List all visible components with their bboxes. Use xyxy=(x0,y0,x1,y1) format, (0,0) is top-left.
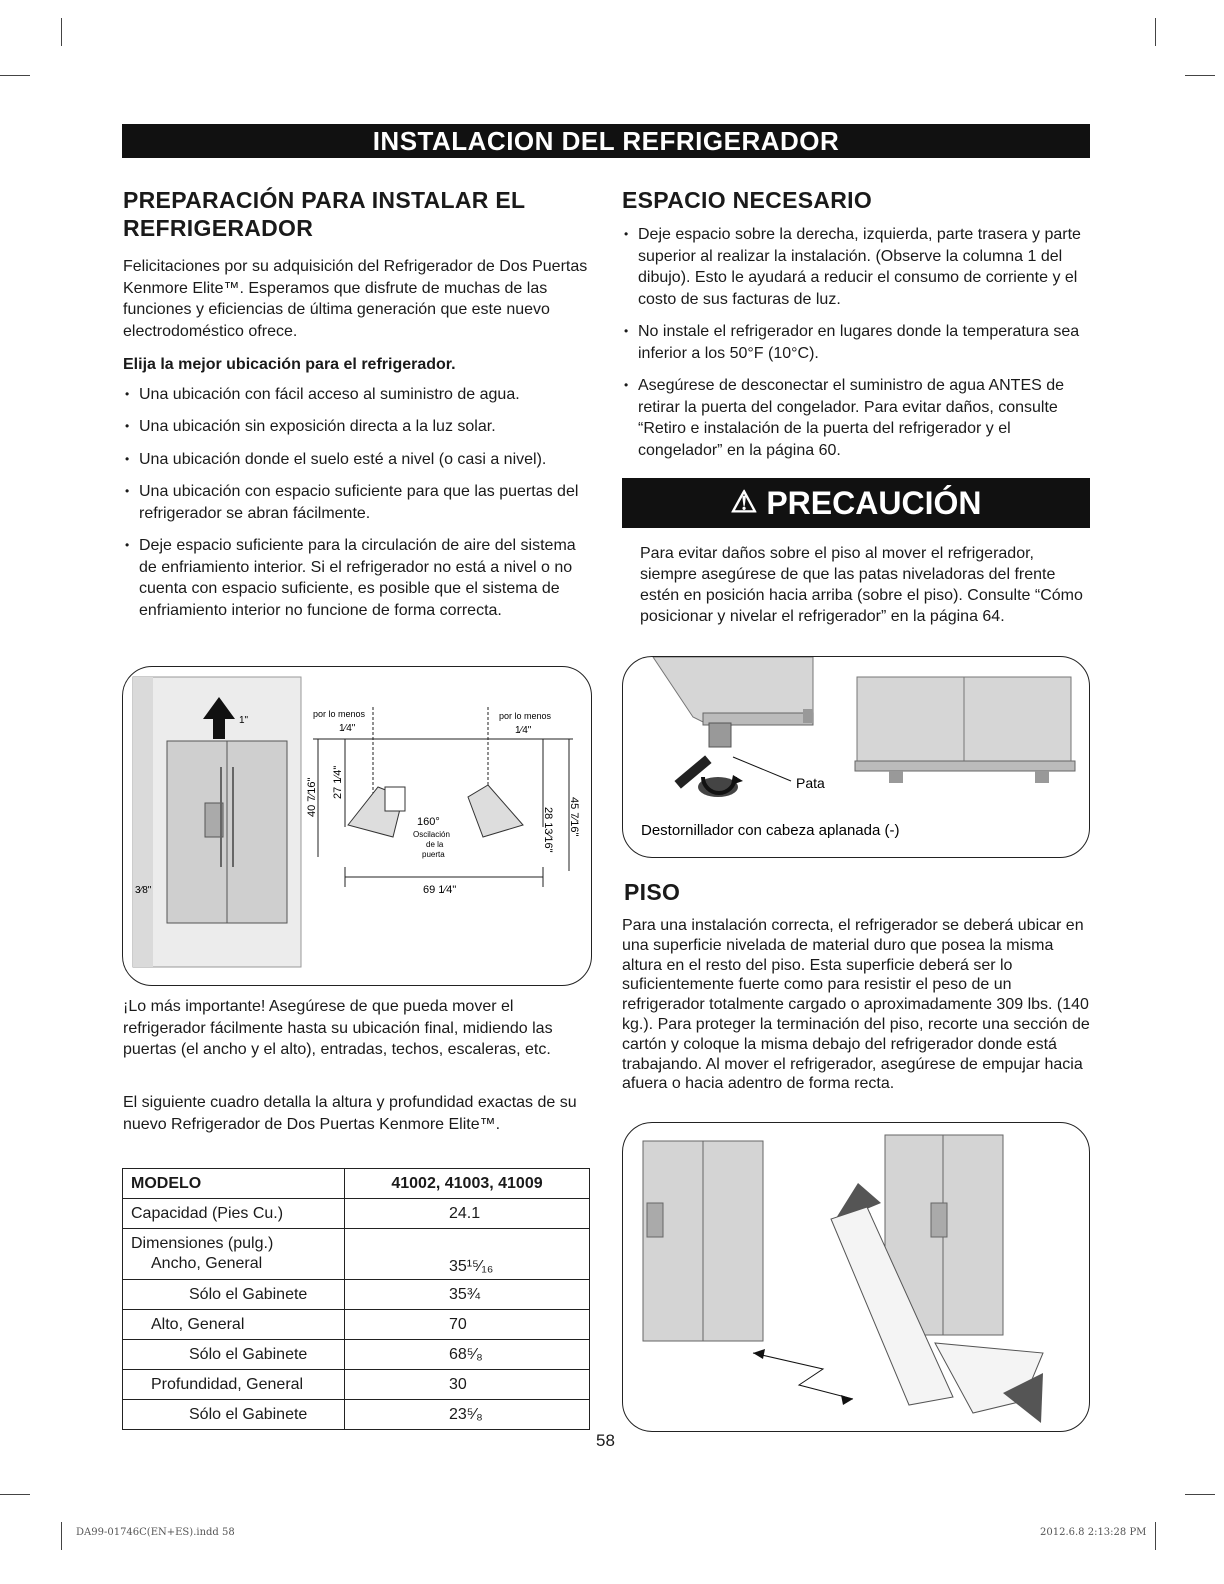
section-banner: INSTALACION DEL REFRIGERADOR xyxy=(122,124,1090,158)
table-row xyxy=(123,1310,590,1340)
table-cell: 24.1 xyxy=(345,1199,590,1229)
list-item: • Una ubicación donde el suelo esté a nivel (o casi a nivel). xyxy=(123,449,593,471)
footer-timestamp: 2012.6.8 2:13:28 PM xyxy=(1040,1527,1147,1538)
top-clearance-label: 1" xyxy=(239,715,249,726)
table-header-cell: MODELO xyxy=(123,1169,345,1199)
width-dim-label: 69 1⁄4" xyxy=(423,884,457,896)
caution-banner xyxy=(622,478,1090,528)
table-cell: Sólo el Gabinete xyxy=(123,1400,345,1430)
clearance-figure xyxy=(122,666,592,986)
table-row xyxy=(123,1280,590,1310)
dim-27-label: 27 1⁄4" xyxy=(332,765,344,799)
table-cell: Capacidad (Pies Cu.) xyxy=(123,1199,345,1229)
angle-label-2: de la xyxy=(426,840,444,849)
table-row xyxy=(123,1340,590,1370)
leveling-leg-diagram xyxy=(623,657,1089,857)
leveling-leg-figure xyxy=(622,656,1090,858)
table-intro-paragraph: El siguiente cuadro detalla la altura y profundidad exactas de su nuevo Refrigerador de Dos Puertas Kenmore Elite™. xyxy=(123,1094,577,1133)
width-general-label: Ancho, General xyxy=(151,1255,263,1272)
dimensions-label: Dimensiones (pulg.) xyxy=(131,1235,274,1252)
floor-paragraph: Para una instalación correcta, el refrigerador se deberá ubicar en una superficie nivelada de material duro que posea la misma altura en el resto del piso. Esta superficie deberá ser lo suficientemente fuerte como para resistir el peso de un refrigerador totalmente cargado o aproximadamente 309 lbs. (140 kg.). Para proteger la terminación del piso, recorte una sección de cartón y coloque la misma debajo del refrigerador donde está trabajando. Al mover el refrigerador, asegúrese de empujar hacia afuera o hacia adentro de forma recta. xyxy=(622,917,1090,1093)
moving-figure xyxy=(622,1122,1090,1432)
leg-label: Pata xyxy=(796,775,825,791)
table-row xyxy=(123,1370,590,1400)
min-left-label: por lo menos xyxy=(313,709,366,719)
list-item: • Una ubicación con fácil acceso al suministro de agua. xyxy=(123,384,593,406)
table-header-row xyxy=(123,1169,590,1199)
table-cell xyxy=(123,1229,345,1280)
side-clearance-label: 3⁄8" xyxy=(135,885,152,896)
prep-heading: PREPARACIÓN PARA INSTALAR EL REFRIGERADOR xyxy=(123,187,525,241)
right-column xyxy=(622,186,1090,472)
footer-file: DA99-01746C(EN+ES).indd 58 xyxy=(76,1527,235,1538)
floor-heading: PISO xyxy=(624,879,681,905)
table-cell: 23⁵⁄₈ xyxy=(345,1400,590,1430)
quarter-left-label: 1⁄4" xyxy=(339,723,356,734)
figure-caption: Destornillador con cabeza aplanada (-) xyxy=(641,822,900,839)
table-cell: Profundidad, General xyxy=(123,1370,345,1400)
list-item: • No instale el refrigerador en lugares donde la temperatura sea inferior a los 50°F (10°C). xyxy=(622,321,1090,364)
list-item: • Una ubicación sin exposición directa a la luz solar. xyxy=(123,416,593,438)
warning-triangle-icon: ⚠ xyxy=(730,486,758,519)
space-list xyxy=(622,224,1090,461)
left-column xyxy=(123,186,593,632)
space-heading: ESPACIO NECESARIO xyxy=(622,187,873,213)
dim-28-label: 28 13⁄16" xyxy=(542,807,554,853)
moving-diagram xyxy=(623,1123,1089,1431)
angle-label: 160° xyxy=(417,816,440,828)
table-row xyxy=(123,1199,590,1229)
width-general-value: 35¹⁵⁄₁₆ xyxy=(449,1258,494,1275)
table-row xyxy=(123,1229,590,1280)
list-item: • Deje espacio suficiente para la circulación de aire del sistema de enfriamiento interior. Si el refrigerador no está a nivel o no cuenta con espacio suficiente, es posible que el sistema de enfriamiento interior no funcione de forma correcta. xyxy=(123,535,593,621)
location-list xyxy=(123,384,593,622)
important-paragraph: ¡Lo más importante! Asegúrese de que pueda mover el refrigerador fácilmente hasta su ubicación final, midiendo las puertas (el ancho y el alto), entradas, techos, escaleras, etc. xyxy=(123,998,553,1058)
page-number: 58 xyxy=(596,1431,615,1450)
table-cell: 70 xyxy=(345,1310,590,1340)
table-cell: Sólo el Gabinete xyxy=(123,1340,345,1370)
list-item: • Deje espacio sobre la derecha, izquierda, parte trasera y parte superior al realizar la instalación. (Observe la columna 1 del dibujo). Esto le ayudará a reducir el consumo de corriente y el costo de sus facturas de luz. xyxy=(622,224,1090,310)
dim-45-label: 45 7⁄16" xyxy=(568,797,580,837)
table-header-cell: 41002, 41003, 41009 xyxy=(345,1169,590,1199)
location-subheading: Elija la mejor ubicación para el refrigerador. xyxy=(123,356,456,373)
quarter-right-label: 1⁄4" xyxy=(515,725,532,736)
table-cell: Sólo el Gabinete xyxy=(123,1280,345,1310)
table-cell xyxy=(345,1229,590,1280)
angle-label-3: puerta xyxy=(422,850,445,859)
caution-title: PRECAUCIÓN xyxy=(766,485,982,521)
min-right-label: por lo menos xyxy=(499,711,552,721)
list-item: • Asegúrese de desconectar el suministro de agua ANTES de retirar la puerta del congelador. Para evitar daños, consulte “Retiro e instalación de la puerta del refrigerador y el congelador” en la página 60. xyxy=(622,375,1090,461)
table-cell: Alto, General xyxy=(123,1310,345,1340)
caution-text: Para evitar daños sobre el piso al mover el refrigerador, siempre asegúrese de que las patas niveladoras del frente estén en posición hacia arriba (sobre el piso). Consulte “Cómo posicionar y nivelar el refrigerador” en la página 64. xyxy=(640,545,1083,625)
table-cell: 35¾ xyxy=(345,1280,590,1310)
table-cell: 30 xyxy=(345,1370,590,1400)
clearance-diagram xyxy=(123,667,591,985)
list-item: • Una ubicación con espacio suficiente para que las puertas del refrigerador se abran fácilmente. xyxy=(123,481,593,524)
dimensions-table xyxy=(122,1168,590,1430)
intro-paragraph: Felicitaciones por su adquisición del Refrigerador de Dos Puertas Kenmore Elite™. Esperamos que disfrute de muchas de las funciones y eficiencias de última generación que este nuevo electrodoméstico ofrece. xyxy=(123,258,588,340)
dim-40-label: 40 7⁄16" xyxy=(306,777,318,817)
angle-label-1: Oscilación xyxy=(413,830,450,839)
table-cell: 68⁵⁄₈ xyxy=(345,1340,590,1370)
table-row xyxy=(123,1400,590,1430)
